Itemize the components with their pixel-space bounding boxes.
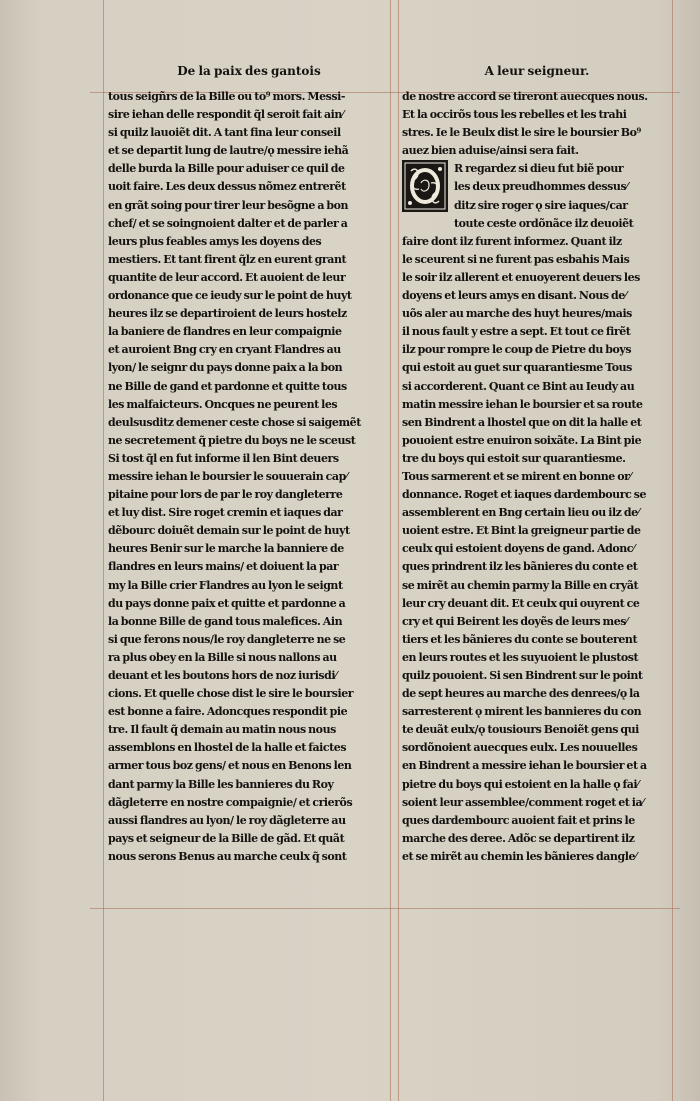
text-line: flandres en leurs mains/ et doiuent la par (108, 560, 339, 574)
text-line: deuant et les boutons hors de noz iurisdi⁄ (108, 669, 337, 682)
text-line: toute ceste ordõnãce ilz deuoiẽt (454, 216, 634, 230)
text-line: de nostre accord se tireront auecques nous. (402, 90, 648, 103)
text-line: du pays donne paix et quitte et pardonne a (108, 596, 346, 610)
text-line: quantite de leur accord. Et auoient de leur (108, 270, 346, 284)
text-line: la baniere de flandres en leur compaignie (108, 325, 342, 339)
running-head-left: De la paix des gantois (177, 64, 321, 78)
text-line: ceulx qui estoient doyens de gand. Adonc⁄ (402, 542, 635, 556)
text-line: ques prindrent ilz les bãnieres du conte et (402, 560, 638, 574)
text-line: uoit faire. Les deux dessus nõmez entrerẽt (108, 180, 346, 194)
text-line: tiers et les bãnieres du conte se bouterent (402, 632, 638, 646)
running-head-right: A leur seigneur. (484, 64, 590, 78)
text-line: et auroient Bng cry en cryant Flandres au (108, 343, 341, 357)
text-line: Tous sarmerent et se mirent en bonne or⁄ (402, 469, 631, 483)
ruling-line (398, 0, 399, 1101)
text-line: tre du boys qui estoit sur quarantiesme. (402, 451, 626, 465)
text-line: Si tost q̃l en fut informe il len Bint deuers (108, 451, 339, 465)
text-line: pays et seigneur de la Bille de gãd. Et quãt (108, 831, 345, 845)
text-line: les malfaicteurs. Oncques ne peurent les (108, 397, 338, 411)
text-line: messire iehan le boursier le souuerain cap⁄ (108, 469, 348, 483)
text-line: delle burda la Bille pour aduiser ce quil de (108, 162, 345, 176)
text-line: my la Bille crier Flandres au lyon le seignt (108, 578, 343, 592)
text-line: stres. Ie le Beulx dist le sire le boursier Bo⁹ (402, 126, 641, 140)
text-line: dẽbourc doiuẽt demain sur le point de huyt (108, 524, 350, 538)
text-line: qui estoit au guet sur quarantiesme Tous (402, 361, 632, 375)
text-line: assemblons en lhostel de la halle et faictes (108, 741, 347, 755)
ruling-line (103, 0, 104, 1101)
text-line: heures Benir sur le marche la banniere de (108, 542, 344, 556)
text-line: uõs aler au marche des huyt heures/mais (402, 307, 632, 321)
text-line: et se departit lung de lautre/ǫ messire iehã (108, 144, 349, 158)
text-line: de sept heures au marche des denrees/ǫ la (402, 687, 640, 701)
ruling-line (672, 0, 673, 1101)
text-line: est bonne a faire. Adoncques respondit pie (108, 705, 348, 719)
text-line: ordonance que ce ieudy sur le point de huyt (108, 289, 352, 303)
text-line: dãgleterre en nostre compaignie/ et crierõs (108, 795, 353, 809)
ruling-line (390, 0, 391, 1101)
text-line: ditz sire roger ǫ sire iaques/car (454, 198, 628, 212)
text-line: uoient estre. Et Bint la greigneur partie de (402, 524, 641, 538)
text-line: pitaine pour lors de par le roy dangleterre (108, 488, 343, 502)
left-column-text (108, 88, 390, 866)
initial-block (402, 160, 672, 232)
text-line: dant parmy la Bille les bannieres du Roy (108, 777, 334, 791)
text-line: R regardez si dieu fut biẽ pour (454, 162, 624, 176)
text-line: cry et qui Beirent les doyẽs de leurs mes⁄ (402, 614, 628, 628)
text-line: si accorderent. Quant ce Bint au Ieudy au (402, 379, 635, 393)
text-line: en leurs routes et les suyuoient le plustost (402, 650, 639, 664)
text-line: nous serons Benus au marche ceulx q̃ sont (108, 849, 347, 863)
right-column-text-before-initial (402, 88, 672, 160)
text-line: ques dardembourc auoient fait et prins le (402, 813, 635, 827)
right-column (402, 62, 672, 866)
text-line: les deux preudhommes dessus⁄ (454, 180, 628, 194)
text-line: se mirẽt au chemin parmy la Bille en cryãt (402, 578, 639, 592)
right-column-text-after-initial (402, 233, 672, 866)
text-line: assemblerent en Bng certain lieu ou ilz de⁄ (402, 506, 640, 520)
text-line: sarresterent ǫ mirent les bannieres du con (402, 705, 642, 719)
left-column (108, 62, 390, 866)
ruling-line (90, 908, 680, 909)
text-line: ne Bille de gand et pardonne et quitte tous (108, 379, 347, 393)
text-line: pouoient estre enuiron soixãte. La Bint pie (402, 433, 642, 447)
text-line: auez bien aduise/ainsi sera fait. (402, 144, 579, 158)
text-line: tre. Il fault q̃ demain au matin nous nous (108, 723, 336, 737)
text-line: en Bindrent a messire iehan le boursier et a (402, 759, 647, 773)
text-line: le soir ilz allerent et enuoyerent deuers les (402, 270, 640, 284)
text-line: matin messire iehan le boursier et sa route (402, 397, 643, 411)
text-line: si quilz lauoiẽt dit. A tant fina leur conseil (108, 126, 341, 140)
text-line: armer tous boz gens/ et nous en Benons len (108, 759, 352, 773)
text-line: le sceurent si ne furent pas esbahis Mais (402, 252, 630, 266)
text-line: heures ilz se departiroient de leurs hostelz (108, 307, 347, 321)
text-line: leur cry deuant dit. Et ceulx qui ouyrent ce (402, 596, 640, 610)
text-line: Et la occirõs tous les rebelles et les trahi (402, 108, 627, 122)
text-line: si que ferons nous/le roy dangleterre ne se (108, 632, 346, 646)
text-line: tous seigñrs de la Bille ou to⁹ mors. Messi- (108, 90, 345, 103)
text-line: la bonne Bille de gand tous malefices. Ain (108, 614, 343, 628)
text-line: sordõnoient auecques eulx. Les nouuelles (402, 741, 638, 755)
text-line: pietre du boys qui estoient en la halle ǫ fai⁄ (402, 777, 639, 791)
text-line: quilz pouoient. Si sen Bindrent sur le point (402, 669, 643, 682)
text-line: ra plus obey en la Bille si nous nallons au (108, 650, 337, 664)
text-line: soient leur assemblee/comment roget et ia⁄ (402, 795, 644, 809)
text-line: leurs plus feables amys les doyens des (108, 234, 322, 248)
decorated-initial-o (402, 160, 448, 212)
text-line: chef/ et se soingnoient dalter et de parler a (108, 216, 348, 230)
text-line: marche des deree. Adõc se departirent ilz (402, 831, 635, 845)
text-line: faire dont ilz furent informez. Quant ilz (402, 234, 622, 248)
text-line: aussi flandres au lyon/ le roy dãgleterre au (108, 813, 346, 827)
text-line: ilz pour rompre le coup de Pietre du boys (402, 343, 632, 357)
text-line: sire iehan delle respondit q̃l seroit fait ain⁄ (108, 108, 344, 122)
text-line: lyon/ le seignr du pays donne paix a la bon (108, 361, 343, 375)
ornament-icon (403, 161, 447, 211)
right-column-body (402, 88, 672, 866)
text-line: te deuãt eulx/ǫ tousiours Benoiẽt gens qui (402, 723, 639, 737)
text-line: donnance. Roget et iaques dardembourc se (402, 488, 646, 502)
text-line: cions. Et quelle chose dist le sire le boursier (108, 687, 354, 701)
text-line: et luy dist. Sire roget cremin et iaques dar (108, 506, 343, 520)
text-line: ne secretement q̃ pietre du boys ne le sceust (108, 433, 356, 447)
text-line: en grãt soing pour tirer leur besõgne a bon (108, 198, 349, 212)
text-line: sen Bindrent a lhostel que on dit la halle et (402, 415, 642, 429)
text-line: il nous fault y estre a sept. Et tout ce firẽt (402, 325, 631, 339)
text-line: et se mirẽt au chemin les bãnieres dangle⁄ (402, 849, 637, 863)
text-line: deulsusditz demener ceste chose si saigemẽt (108, 415, 361, 429)
text-line: doyens et leurs amys en disant. Nous de⁄ (402, 289, 627, 303)
text-line: mestiers. Et tant firent q̃lz en eurent grant (108, 252, 347, 266)
